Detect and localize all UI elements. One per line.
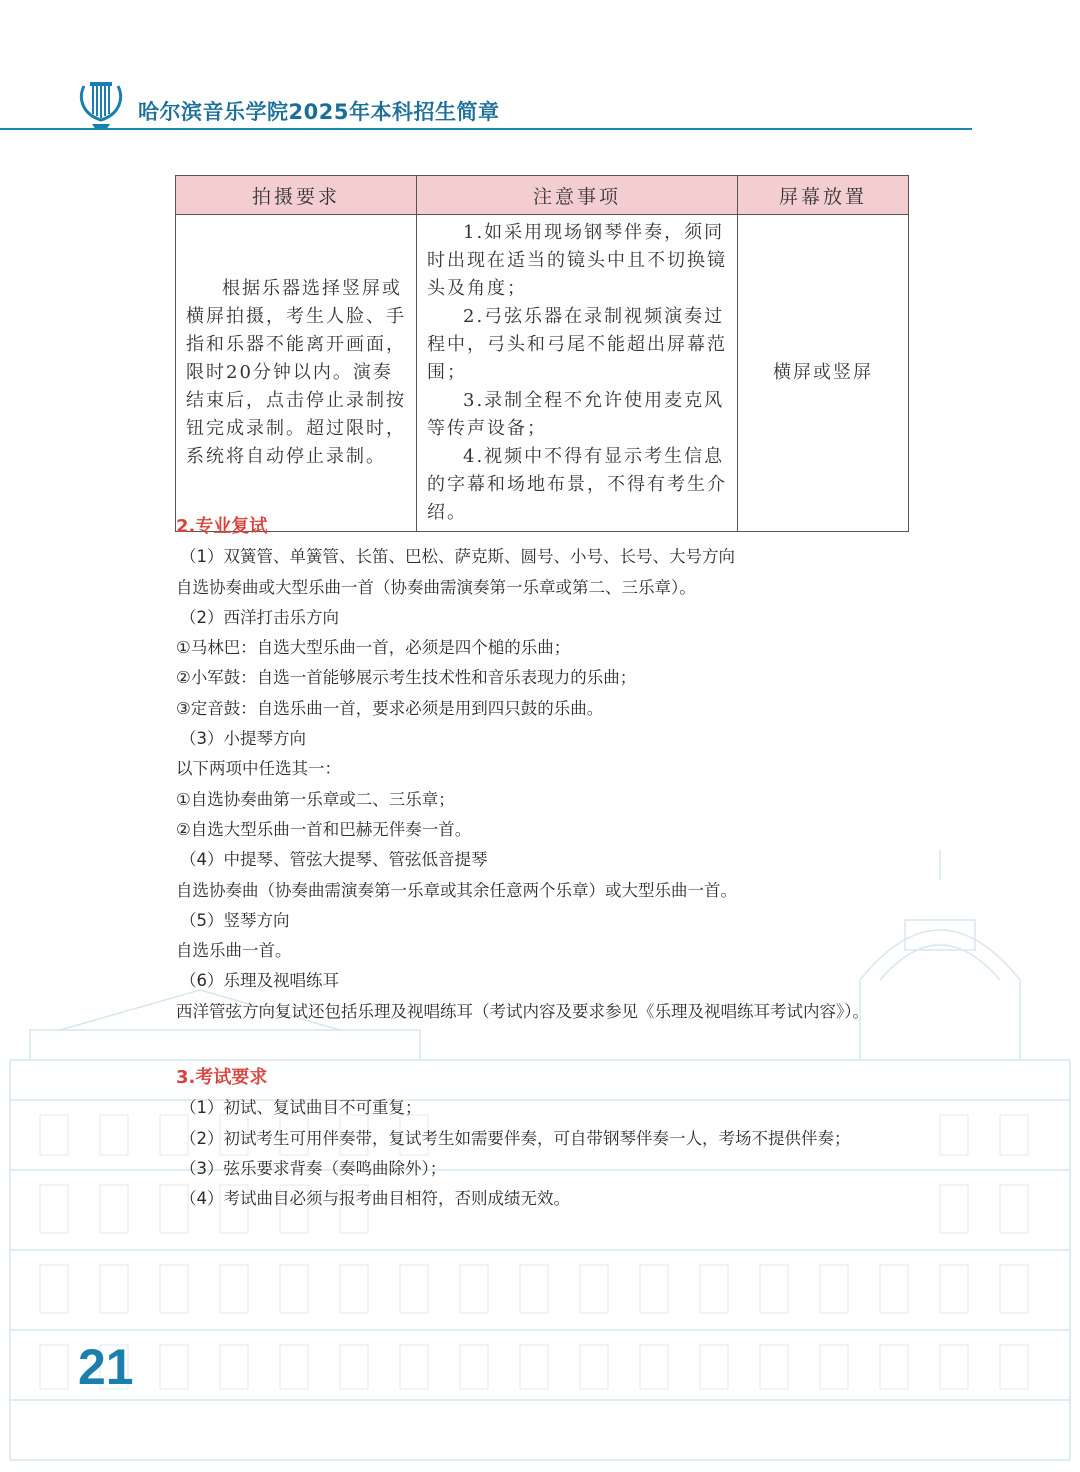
section-title: 3.考试要求	[176, 1067, 268, 1088]
cell-screen-placement: 横屏或竖屏	[738, 215, 909, 532]
list-item: ①马林巴：自选大型乐曲一首，必须是四个槌的乐曲；	[176, 638, 571, 658]
list-item: （3）弦乐要求背奏（奏鸣曲除外）；	[180, 1158, 447, 1178]
cell-shooting-requirement	[176, 215, 417, 532]
list-item: ②自选大型乐曲一首和巴赫无伴奏一首。	[176, 819, 472, 839]
list-item: （2）西洋打击乐方向	[180, 607, 339, 627]
list-item: ③定音鼓：自选乐曲一首，要求必须是用到四只鼓的乐曲。	[176, 698, 604, 718]
list-item: （4）中提琴、管弦大提琴、管弦低音提琴	[180, 850, 488, 870]
section-exam-requirements	[176, 1063, 996, 1214]
list-item: （3）小提琴方向	[180, 729, 306, 749]
list-item: （4）考试曲目必须与报考曲目相符，否则成绩无效。	[180, 1189, 570, 1209]
table-header-row	[176, 176, 909, 215]
table-row	[176, 215, 909, 532]
list-item: （1）初试、复试曲目不可重复；	[180, 1098, 422, 1118]
list-item: （1）双簧管、单簧管、长笛、巴松、萨克斯、圆号、小号、长号、大号方向	[180, 547, 735, 567]
header-title: 哈尔滨音乐学院2025年本科招生简章	[138, 100, 500, 124]
list-item: ②小军鼓：自选一首能够展示考生技术性和音乐表现力的乐曲；	[176, 668, 637, 688]
note-item: 3.录制全程不允许使用麦克风等传声设备；	[427, 390, 725, 439]
list-item: ①自选协奏曲第一乐章或二、三乐章；	[176, 789, 455, 809]
page-number: 21	[78, 1339, 134, 1395]
list-item: 自选乐曲一首。	[176, 941, 292, 961]
col-header-notes: 注意事项	[417, 176, 738, 215]
section-title: 2.专业复试	[176, 516, 268, 537]
col-header-shooting: 拍摄要求	[176, 176, 417, 215]
note-item: 1.如采用现场钢琴伴奏，须同时出现在适当的镜头中且不切换镜头及角度；	[427, 222, 727, 299]
list-item: 以下两项中任选其一：	[176, 759, 341, 779]
shooting-requirements-table	[175, 175, 909, 532]
section-professional-retest	[176, 512, 996, 1027]
header-rule	[0, 128, 972, 130]
cell-notes	[417, 215, 738, 532]
col-header-screen: 屏幕放置	[738, 176, 909, 215]
list-item: （2）初试考生可用伴奏带，复试考生如需要伴奏，可自带钢琴伴奏一人，考场不提供伴奏；	[180, 1128, 851, 1148]
lyre-icon	[78, 80, 124, 132]
list-item: （5）竖琴方向	[180, 910, 290, 930]
list-item: 西洋管弦方向复试还包括乐理及视唱练耳（考试内容及要求参见《乐理及视唱练耳考试内容》）。	[176, 1001, 869, 1021]
note-item: 2.弓弦乐器在录制视频演奏过程中，弓头和弓尾不能超出屏幕范围；	[427, 306, 727, 383]
list-item: （6）乐理及视唱练耳	[180, 971, 339, 991]
shooting-requirement-text: 根据乐器选择竖屏或横屏拍摄，考生人脸、手指和乐器不能离开画面，限时20分钟以内。演奏结束后，点击停止录制按钮完成录制。超过限时，系统将自动停止录制。	[186, 278, 406, 467]
note-item: 4.视频中不得有显示考生信息的字幕和场地布景，不得有考生介绍。	[427, 446, 727, 523]
page-header	[0, 0, 1080, 140]
list-item: 自选协奏曲（协奏曲需演奏第一乐章或其余任意两个乐章）或大型乐曲一首。	[176, 880, 737, 900]
list-item: 自选协奏曲或大型乐曲一首（协奏曲需演奏第一乐章或第二、三乐章）。	[176, 577, 696, 597]
